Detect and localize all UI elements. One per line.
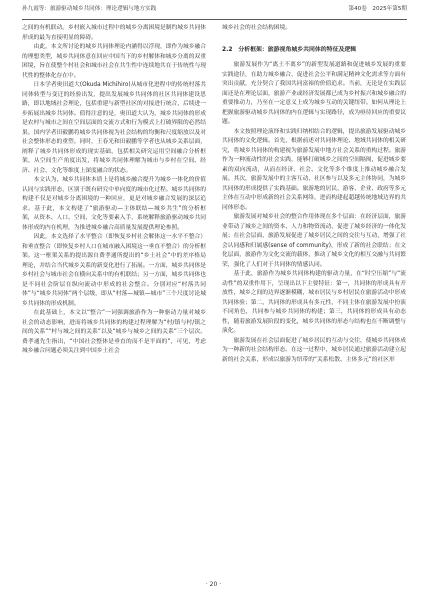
journal-issue: 第40卷 2025年第5期 bbox=[348, 6, 407, 12]
journal-article-title: 孙九霞等：旅游驱动城乡共同体：理论逻辑与地方实践 bbox=[22, 6, 157, 12]
paragraph: 基于此，旅游作为城乡共同体构建的驱动力量，在“时空压缩”与“流动性”的双重作用下，呈现出以下主要特征：第一，共同体的形成具有开放性，城乡之间的边界逐渐模糊，城市居民与乡村居民在旅游活动中形成共同体验；第二，共同体的形成具有多元性，不同主体在旅游发展中扮演不同角色，共同参与城乡共同体的构建；第三，共同体的形成具有动态性，随着旅游发展阶段的变化，城乡共同体的形态与结构也在不断调整与演化。 bbox=[222, 271, 406, 334]
paragraph: 日本学者奥田道大(Okuda Michihiro)从城市化进程中的传统村落共同体转型与变迁的经验出发，提出发展城乡共同体的社区共同体建设思路，即以地域社会理论，包括重建与新型社区的对接进行统合，后续进一步拓展出城乡共同体。值得注意的是，奥田道大认为，城乡共同体的形成是农村与城市之间在空间层面的交流方式和行为模式上打破界限的必然结果。国内学者田毅鹏将城乡共同体视为社会结构的均衡和尺度缩放以及对社会整体形态的重塑。同时，王春光和田毅鹏等学者也从城乡关系层面，阐释了城乡共同体形成的现实基础，包括相关研究运用空间融合分析框架，从空间生产角度出发，将城乡共同体理解为城市与乡村在空间、经济、社会、文化等维度上深度融合的状态。 bbox=[22, 82, 206, 174]
paragraph: 因此，本文选择了水平整合（即恢复乡村社会解体这一水平不整合）和垂直整合（即恢复乡村人口在城市融入困境这一垂直不整合）的分析框架。这一框架关系的提出源自费孝通所提出的“乡土社会”中的差序格局理论，并结合当代城乡关系的新变化进行了拓展。一方面，城乡共同体是乡村社会与城市社会在横向关系中的有机联结；另一方面，城乡共同体也是不同社会阶层在纵向流动中形成的社会整合。分别对应“村落共同体”与“城乡共同体”两个层级，即从“村落—城镇—城市”三个尺度讨论城乡共同体的形成机制。 bbox=[22, 234, 206, 307]
page-number: · 20 · bbox=[205, 581, 222, 588]
paragraph: 由此，本文所讨论的城乡共同体理论内涵得以浮现，即作为城乡融合的理想类型，城乡共同体意在回应中国当下的乡村解体和城乡分离的双重困境，旨在使整个村社会和城市社会在共生性中连续地共在于传统性与现代性的整体化存在中。 bbox=[22, 44, 206, 79]
paragraph: 本文认为，城乡共同体本质上是将城乡融合提升为城乡一体化的价值认同与实践形态，区别于既有研究中单向度的城市化过程。城乡共同体的构建不仅是对城乡分离困境的一种回应，更是对城乡融合发展的深层追求。基于此，本文构建了“旅游驱动—主体联结—城乡共生”的分析框架，从资本、人口、空间、文化等要素入手，系统解释旅游驱动城乡共同体形成的内在机理，为推进城乡融合高质量发展提供理论参照。 bbox=[22, 177, 206, 231]
paragraph: 之间的有机联动。乡村嵌入城市过程中的城乡分离困境是制约城乡共同体形成的最为直接明显的障碍。 bbox=[22, 25, 206, 41]
paragraph: 旅游发展对城乡社会的整合作用体现在多个层面：在经济层面，旅游业带动了城乡之间的资本、人力和物资流动，促进了城乡经济的一体化发展；在社会层面，旅游发展促进了城乡居民之间的交往与互动，增强了社会认同感和归属感(sense of community)，形成了新的社会联结；在文化层面，旅游作为文化交流的载体，推动了城乡文化的相互交融与共同繁荣，强化了人们对于共同体的情感认同。 bbox=[222, 214, 406, 268]
right-column bbox=[222, 24, 406, 365]
paragraph: 旅游发展在社会层面促进了城乡居民的互动与交往，使城乡共同体成为一种新的社会结构形态。在这一过程中，城乡居民通过旅游活动建立起新的社会关系，形成以旅游为纽带的“关系松散、主体多元”的社区形 bbox=[222, 337, 406, 363]
paragraph: 本文按照理论演绎和实践归纳相结合的逻辑，提出旅游发展驱动城乡共同体的文化逻辑。首先，根据前述对共同体理论、地域共同体的相关研究，将城乡共同体的构建视为旅游发展中地方社会关系的重构过程。旅游作为一种流动性的社会实践，能够打破城乡之间的空间隔阂，促进城乡要素的双向流动，从而在经济、社会、文化等多个维度上推动城乡融合发展。其次，旅游发展中的主客互动、社区参与以及多元主体协同，为城乡共同体的形成提供了实践基础。旅游地的居民、游客、企业、政府等多元主体在互动中形成新的社会关系网络，进而构建起超越传统地域边界的共同体形态。 bbox=[222, 128, 406, 211]
paragraph: 在此基础上，本文以“整合”一词强调旅游作为一种驱动力量对城乡社会的动态影响，进而将城乡共同体的构建过程理解为“村/镇与村/镇之间的关系”“村与城之间的关系”以及“城乡与城乡之间的关系”三个层次。费孝通先生指出，“中国社会整体是垂直的而不是平面的”，可见，考虑城乡融合问题必须关注到中国乡土社会 bbox=[22, 310, 206, 354]
running-header bbox=[22, 0, 407, 20]
section-heading: 2.2 分析框架：旅游视角城乡共同体的特征及逻辑 bbox=[222, 46, 357, 53]
paragraph: 旅游发展作为“离土不离乡”的新型发展道路和促进城乡发展的重要实践途径，在助力城乡融合、促进社会公平和满足精神文化需求等方面有突出贡献，充分契合了我国共同富裕的价值追求。当前，无论是在实践层面还是在理论层面，旅游产业或经济发展都已成为乡村振兴和城乡融合的重要推动力，乃至在一定意义上成为城乡互动的关键纽带。如何从理论上把握旅游驱动城乡共同体的内在逻辑与实现路径，成为亟待回应的重要议题。 bbox=[222, 62, 406, 125]
paragraph: 城乡社会的社会结构困境。 bbox=[222, 25, 291, 31]
left-column bbox=[22, 24, 206, 357]
